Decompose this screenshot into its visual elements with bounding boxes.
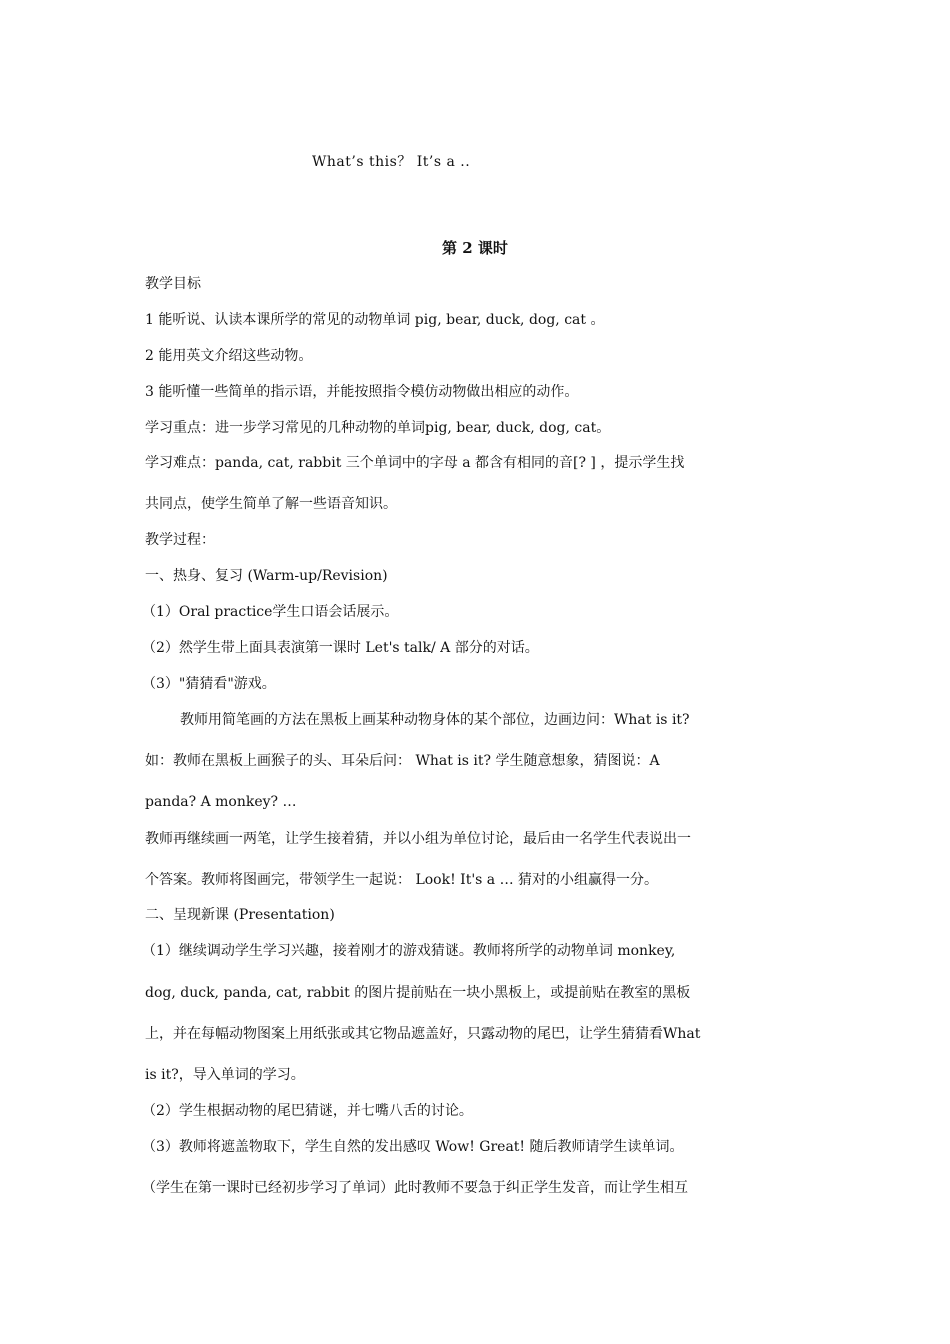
section-1-item-3: （3）"猜猜看"游戏。 — [142, 676, 276, 692]
difficulty-line-2: 共同点，使学生简单了解一些语音知识。 — [145, 496, 397, 512]
top-line: What’s this？ It’s a .. — [312, 154, 471, 170]
game-paragraph-2-line-1: 教师再继续画一两笔，让学生接着猜，并以小组为单位讨论，最后由一名学生代表说出一 — [145, 831, 691, 847]
game-paragraph-1-line-2: 如：教师在黑板上画猴子的头、耳朵后问： What is it? 学生随意想象，猜图说：A — [145, 753, 660, 769]
key-point: 学习重点：进一步学习常见的几种动物的单词pig, bear, duck, dog, cat。 — [145, 420, 611, 436]
lesson-title: 第 2 课时 — [442, 239, 508, 257]
game-paragraph-1-line-1: 教师用简笔画的方法在黑板上画某种动物身体的某个部位，边画边问：What is it? — [180, 712, 690, 728]
goal-3: 3 能听懂一些简单的指示语，并能按照指令模仿动物做出相应的动作。 — [145, 384, 579, 400]
goals-heading: 教学目标 — [145, 276, 201, 292]
goal-2: 2 能用英文介绍这些动物。 — [145, 348, 313, 364]
section-2-item-1-line-1: （1）继续调动学生学习兴趣，接着刚才的游戏猜谜。教师将所学的动物单词 monkey, — [142, 943, 676, 959]
section-1-item-1: （1）Oral practice学生口语会话展示。 — [142, 604, 399, 620]
section-2-heading: 二、呈现新课 (Presentation) — [145, 907, 335, 923]
section-1-item-2: （2）然学生带上面具表演第一课时 Let's talk/ A 部分的对话。 — [142, 640, 539, 656]
section-1-heading: 一、热身、复习 (Warm-up/Revision) — [145, 568, 388, 584]
game-paragraph-2-line-2: 个答案。教师将图画完，带领学生一起说： Look! It's a … 猜对的小组赢得一分。 — [145, 872, 659, 888]
section-2-item-1-line-4: is it?，导入单词的学习。 — [145, 1067, 305, 1083]
section-2-item-3-continued: （学生在第一课时已经初步学习了单词）此时教师不要急于纠正学生发音，而让学生相互 — [142, 1180, 688, 1196]
section-2-item-3: （3）教师将遮盖物取下，学生自然的发出感叹 Wow! Great! 随后教师请学生读单词。 — [142, 1139, 684, 1155]
section-2-item-1-line-3: 上，并在每幅动物图案上用纸张或其它物品遮盖好，只露动物的尾巴，让学生猜猜看What — [145, 1026, 701, 1042]
process-heading: 教学过程： — [145, 532, 215, 548]
goal-1: 1 能听说、认读本课所学的常见的动物单词 pig, bear, duck, dog, cat 。 — [145, 312, 605, 328]
section-2-item-1-line-2: dog, duck, panda, cat, rabbit 的图片提前贴在一块小黑板上，或提前贴在教室的黑板 — [145, 985, 691, 1001]
game-paragraph-1-line-3: panda? A monkey? … — [145, 794, 297, 810]
difficulty-line-1: 学习难点：panda, cat, rabbit 三个单词中的字母 a 都含有相同的音[? ] ，提示学生找 — [145, 455, 685, 471]
section-2-item-2: （2）学生根据动物的尾巴猜谜，并七嘴八舌的讨论。 — [142, 1103, 473, 1119]
